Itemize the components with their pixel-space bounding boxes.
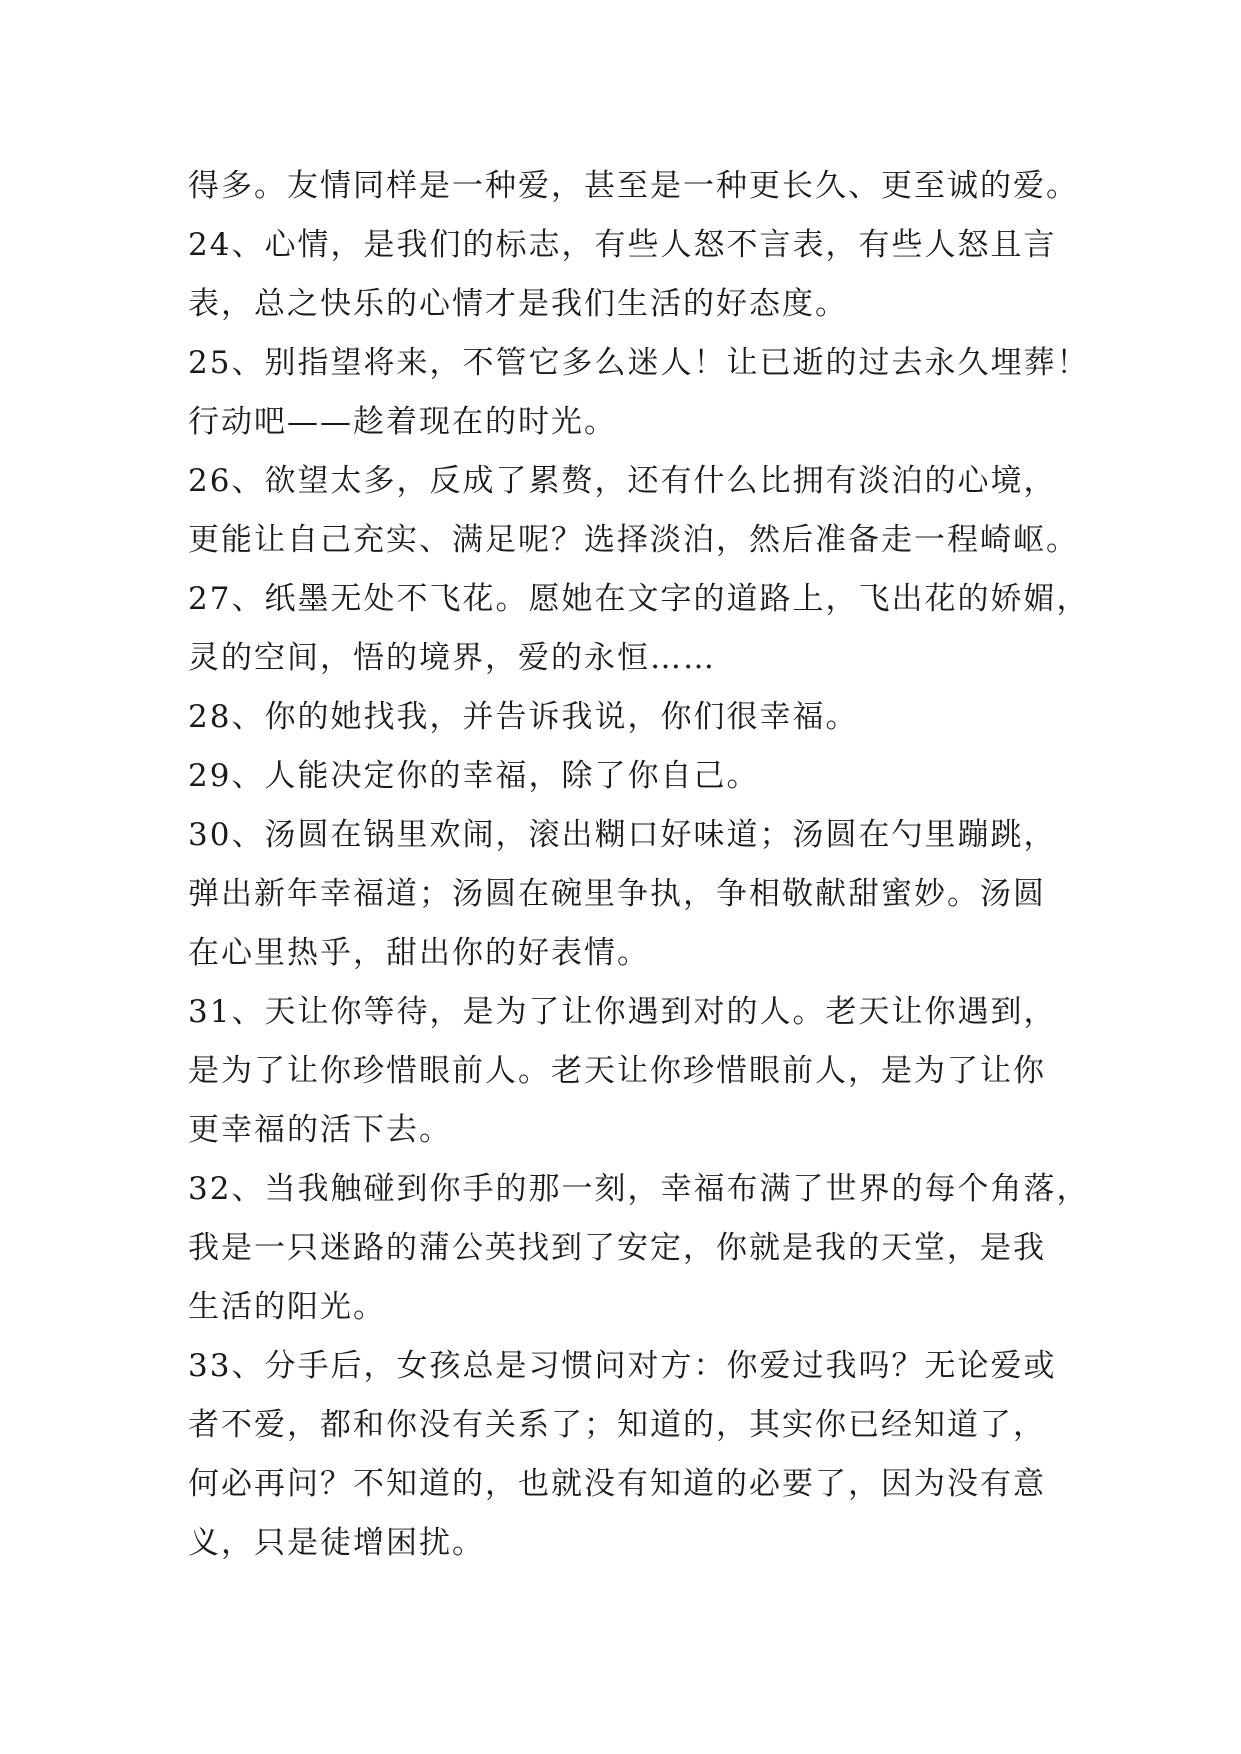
text-line: 者不爱，都和你没有关系了；知道的，其实你已经知道了， [188,1407,1046,1443]
text-line: 32、当我触碰到你手的那一刻，幸福布满了世界的每个角落， [188,1171,1090,1207]
text-line: 在心里热乎，甜出你的好表情。 [188,935,650,971]
text-line: 生活的阳光。 [188,1289,386,1325]
text-line: 28、你的她找我，并告诉我说，你们很幸福。 [188,699,859,735]
text-line: 我是一只迷路的蒲公英找到了安定，你就是我的天堂，是我 [188,1230,1046,1266]
text-line: 弹出新年幸福道；汤圆在碗里争执，争相敬献甜蜜妙。汤圆 [188,876,1046,912]
text-line: 灵的空间，悟的境界，爱的永恒…… [188,640,716,676]
text-line: 得多。友情同样是一种爱，甚至是一种更长久、更至诚的爱。 [188,168,1079,204]
text-line: 29、人能决定你的幸福，除了你自己。 [188,758,760,794]
text-line: 更能让自己充实、满足呢？选择淡泊，然后准备走一程崎岖。 [188,522,1079,558]
text-line: 何必再问？不知道的，也就没有知道的必要了，因为没有意 [188,1466,1046,1502]
text-line: 24、心情，是我们的标志，有些人怒不言表，有些人怒且言 [188,227,1057,263]
text-line: 31、天让你等待，是为了让你遇到对的人。老天让你遇到， [188,994,1057,1030]
text-line: 26、欲望太多，反成了累赘，还有什么比拥有淡泊的心境， [188,463,1057,499]
body-text [188,157,1090,1573]
text-line: 25、别指望将来，不管它多么迷人！让已逝的过去永久埋葬！ [188,345,1090,381]
text-line: 30、汤圆在锅里欢闹，滚出糊口好味道；汤圆在勺里蹦跳， [188,817,1057,853]
text-line: 义，只是徒增困扰。 [188,1525,485,1561]
text-line: 27、纸墨无处不飞花。愿她在文字的道路上，飞出花的娇媚， [188,581,1090,617]
text-line: 是为了让你珍惜眼前人。老天让你珍惜眼前人，是为了让你 [188,1053,1046,1089]
text-line: 表，总之快乐的心情才是我们生活的好态度。 [188,286,848,322]
text-line: 33、分手后，女孩总是习惯问对方：你爱过我吗？无论爱或 [188,1348,1057,1384]
text-line: 行动吧——趁着现在的时光。 [188,404,617,440]
text-line: 更幸福的活下去。 [188,1112,452,1148]
